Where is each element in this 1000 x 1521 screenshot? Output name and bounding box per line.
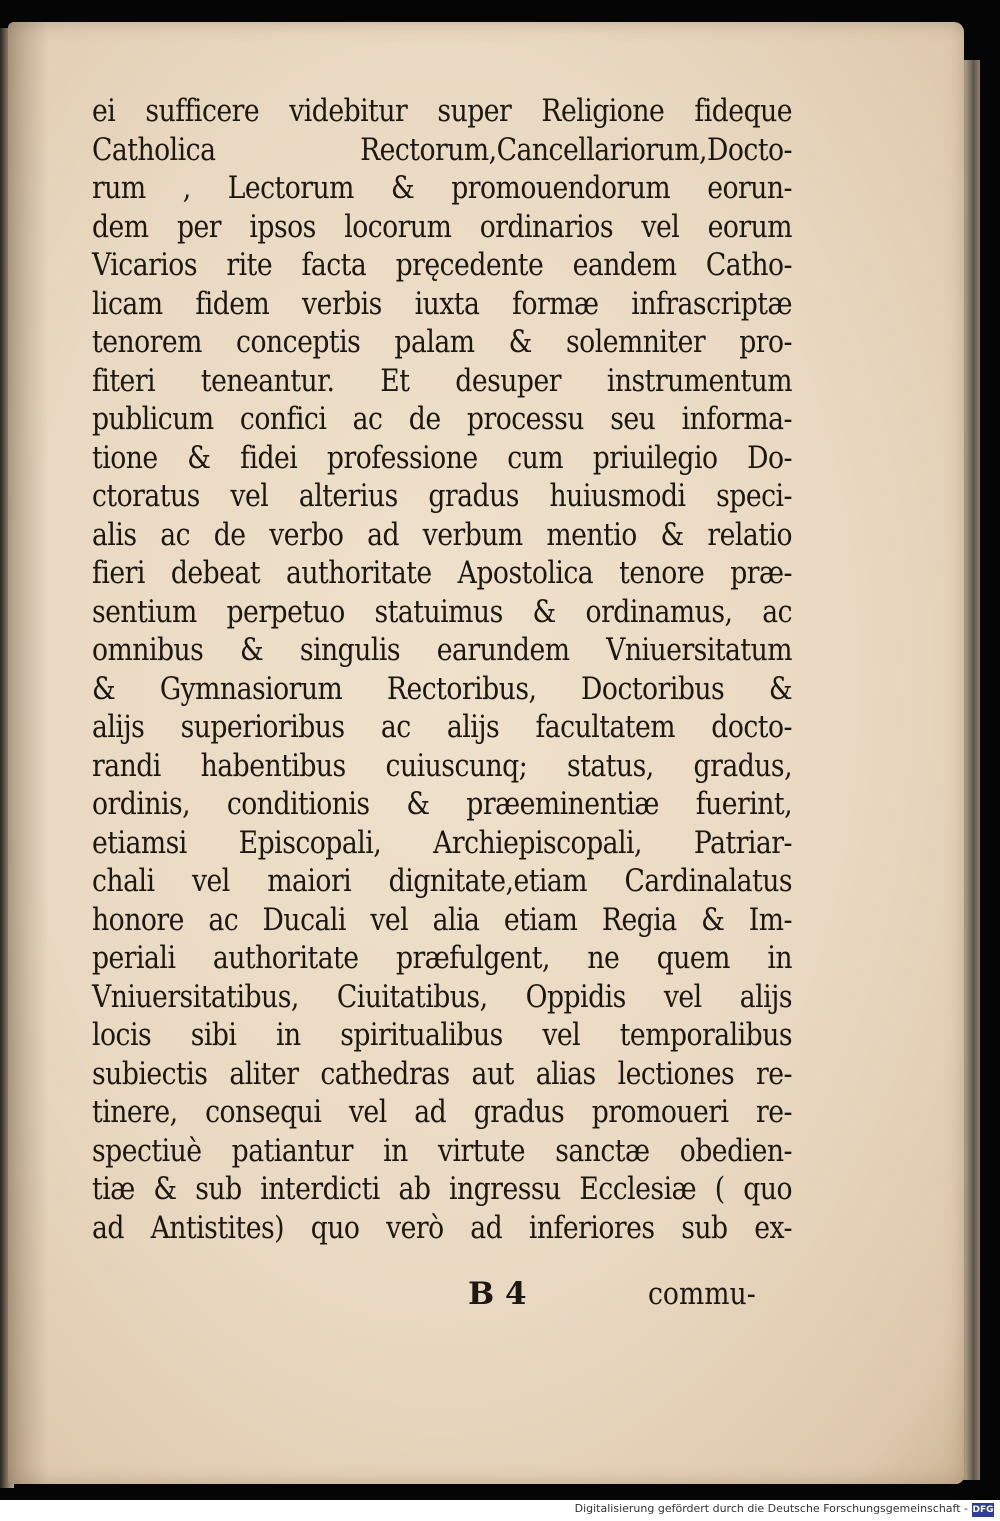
text-line: fieri debeat authoritate Apostolica tenore præ- [92, 555, 793, 591]
text-line: dem per ipsos locorum ordinarios vel eorum [92, 208, 793, 245]
text-line: honore ac Ducali vel alia etiam Regia & Im- [92, 901, 793, 938]
text-line: spectiuè patiantur in virtute sanctæ obedien- [92, 1132, 793, 1169]
dfg-logo: DFG [972, 1505, 994, 1515]
text-line: publicum confici ac de processu seu informa- [92, 401, 793, 437]
text-line: randi habentibus cuiuscunq; status, gradus, [92, 747, 793, 784]
text-line: ad Antistites) quo verò ad inferiores sub ex- [92, 1209, 793, 1246]
credit-bar [0, 1500, 1000, 1521]
text-line: ei sufficere videbitur super Religione fideque [92, 93, 793, 129]
catchword: commu- [648, 1276, 756, 1312]
text-line: fiteri teneantur. Et desuper instrumentum [92, 362, 793, 399]
text-line: etiamsi Episcopali, Archiepiscopali, Patriar- [92, 824, 793, 861]
page-footer [468, 1276, 788, 1316]
funding-credit: Digitalisierung gefördert durch die Deutsche Forschungsgemeinschaft - [574, 1502, 968, 1515]
text-line: locis sibi in spiritualibus vel temporalibus [92, 1017, 793, 1053]
text-line: periali authoritate præfulgent, ne quem in [92, 940, 793, 976]
text-line: chali vel maiori dignitate,etiam Cardinalatus [92, 863, 793, 899]
text-line: subiectis aliter cathedras aut alias lectiones re- [92, 1055, 793, 1092]
text-line: tinere, consequi vel ad gradus promoueri re- [92, 1094, 793, 1130]
text-block [92, 92, 792, 1247]
text-line: omnibus & singulis earundem Vniuersitatum [92, 632, 793, 668]
text-line: tiæ & sub interdicti ab ingressu Ecclesiæ ( quo [92, 1171, 793, 1207]
text-line: ctoratus vel alterius gradus huiusmodi speci- [92, 478, 793, 514]
text-line: licam fidem verbis iuxta formæ infrascriptæ [92, 285, 793, 322]
text-line: tenorem conceptis palam & solemniter pro- [92, 324, 793, 360]
text-line: ordinis, conditionis & præeminentiæ fuerint, [92, 786, 793, 822]
text-line: alijs superioribus ac alijs facultatem docto- [92, 709, 793, 745]
text-line: alis ac de verbo ad verbum mentio & relatio [92, 516, 793, 553]
text-line: rum , Lectorum & promouendorum eorun- [92, 170, 793, 206]
text-line: tione & fidei professione cum priuilegio Do- [92, 439, 793, 476]
spine-shadow [8, 22, 48, 1484]
text-line: Vniuersitatibus, Ciuitatibus, Oppidis vel alijs [92, 978, 793, 1015]
text-line: & Gymnasiorum Rectoribus, Doctoribus & [92, 670, 793, 707]
text-line: sentium perpetuo statuimus & ordinamus, ac [92, 593, 793, 630]
text-line: Vicarios rite facta pręcedente eandem Catho- [92, 247, 793, 283]
signature-mark: B 4 [468, 1276, 527, 1312]
text-line: Catholica Rectorum,Cancellariorum,Docto- [92, 131, 793, 168]
